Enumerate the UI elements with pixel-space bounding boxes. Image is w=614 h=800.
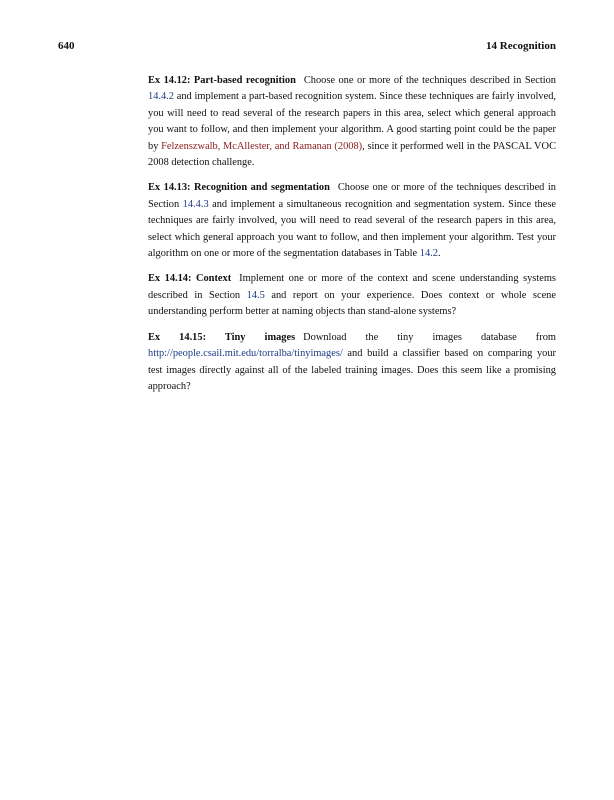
exercise-text: and implement a simultaneous recognition and segmentation system. Since these techniques are fairly involved, you will need to read several of the research papers in this area, select which general approach you want to follow, and then implement your algorithm. Test your algorithm on one or more of the segmentation databases in Table bbox=[148, 198, 556, 260]
exercise-text: and build a classifier based on comparing your test images directly against all of the labeled training images. Does this seem like a promising approach? bbox=[148, 348, 556, 392]
exercise-text: Choose one or more of the techniques described in Section bbox=[148, 182, 556, 210]
table-link[interactable]: 14.2 bbox=[419, 248, 438, 260]
section-link[interactable]: 14.5 bbox=[246, 289, 265, 301]
exercise-text: Choose one or more of the techniques described in Section bbox=[303, 75, 556, 86]
page-number: 640 bbox=[58, 40, 75, 52]
exercise-14-13 bbox=[148, 180, 556, 262]
exercise-text: , since it performed well in the PASCAL VOC 2008 detection challenge. bbox=[148, 140, 556, 169]
exercise-title: Ex 14.14: Context bbox=[148, 273, 232, 285]
section-link[interactable]: 14.4.2 bbox=[148, 91, 174, 103]
exercise-14-12 bbox=[148, 73, 556, 171]
exercise-14-14 bbox=[148, 271, 556, 320]
exercise-text: . bbox=[437, 248, 441, 260]
exercise-title: Ex 14.12: Part-based recognition bbox=[148, 75, 296, 86]
exercise-title: Ex 14.15: Tiny images bbox=[148, 331, 296, 343]
url-link[interactable]: http://people.csail.mit.edu/torralba/tinyimages/ bbox=[148, 348, 343, 360]
exercise-title: Ex 14.13: Recognition and segmentation bbox=[148, 182, 330, 194]
exercises-section bbox=[148, 73, 556, 404]
page-header bbox=[58, 40, 556, 56]
section-link[interactable]: 14.4.3 bbox=[182, 198, 209, 210]
citation-link[interactable]: Felzenszwalb, McAllester, and Ramanan (2008) bbox=[161, 140, 363, 152]
exercise-14-15 bbox=[148, 330, 556, 396]
exercise-text: and implement a part-based recognition system. Since these techniques are fairly involved, you will need to read several of the research papers in this area, select which general approach you want to follow, and then implement your algorithm. A good starting point could be the paper by bbox=[148, 91, 556, 152]
exercise-text: Implement one or more of the context and scene understanding systems described in Section bbox=[148, 273, 556, 301]
exercise-text: and report on your experience. Does context or whole scene understanding perform better at naming objects than stand-alone systems? bbox=[148, 289, 556, 318]
running-head: 14 Recognition bbox=[486, 40, 556, 52]
exercise-text: Download the tiny images database from bbox=[303, 331, 556, 343]
